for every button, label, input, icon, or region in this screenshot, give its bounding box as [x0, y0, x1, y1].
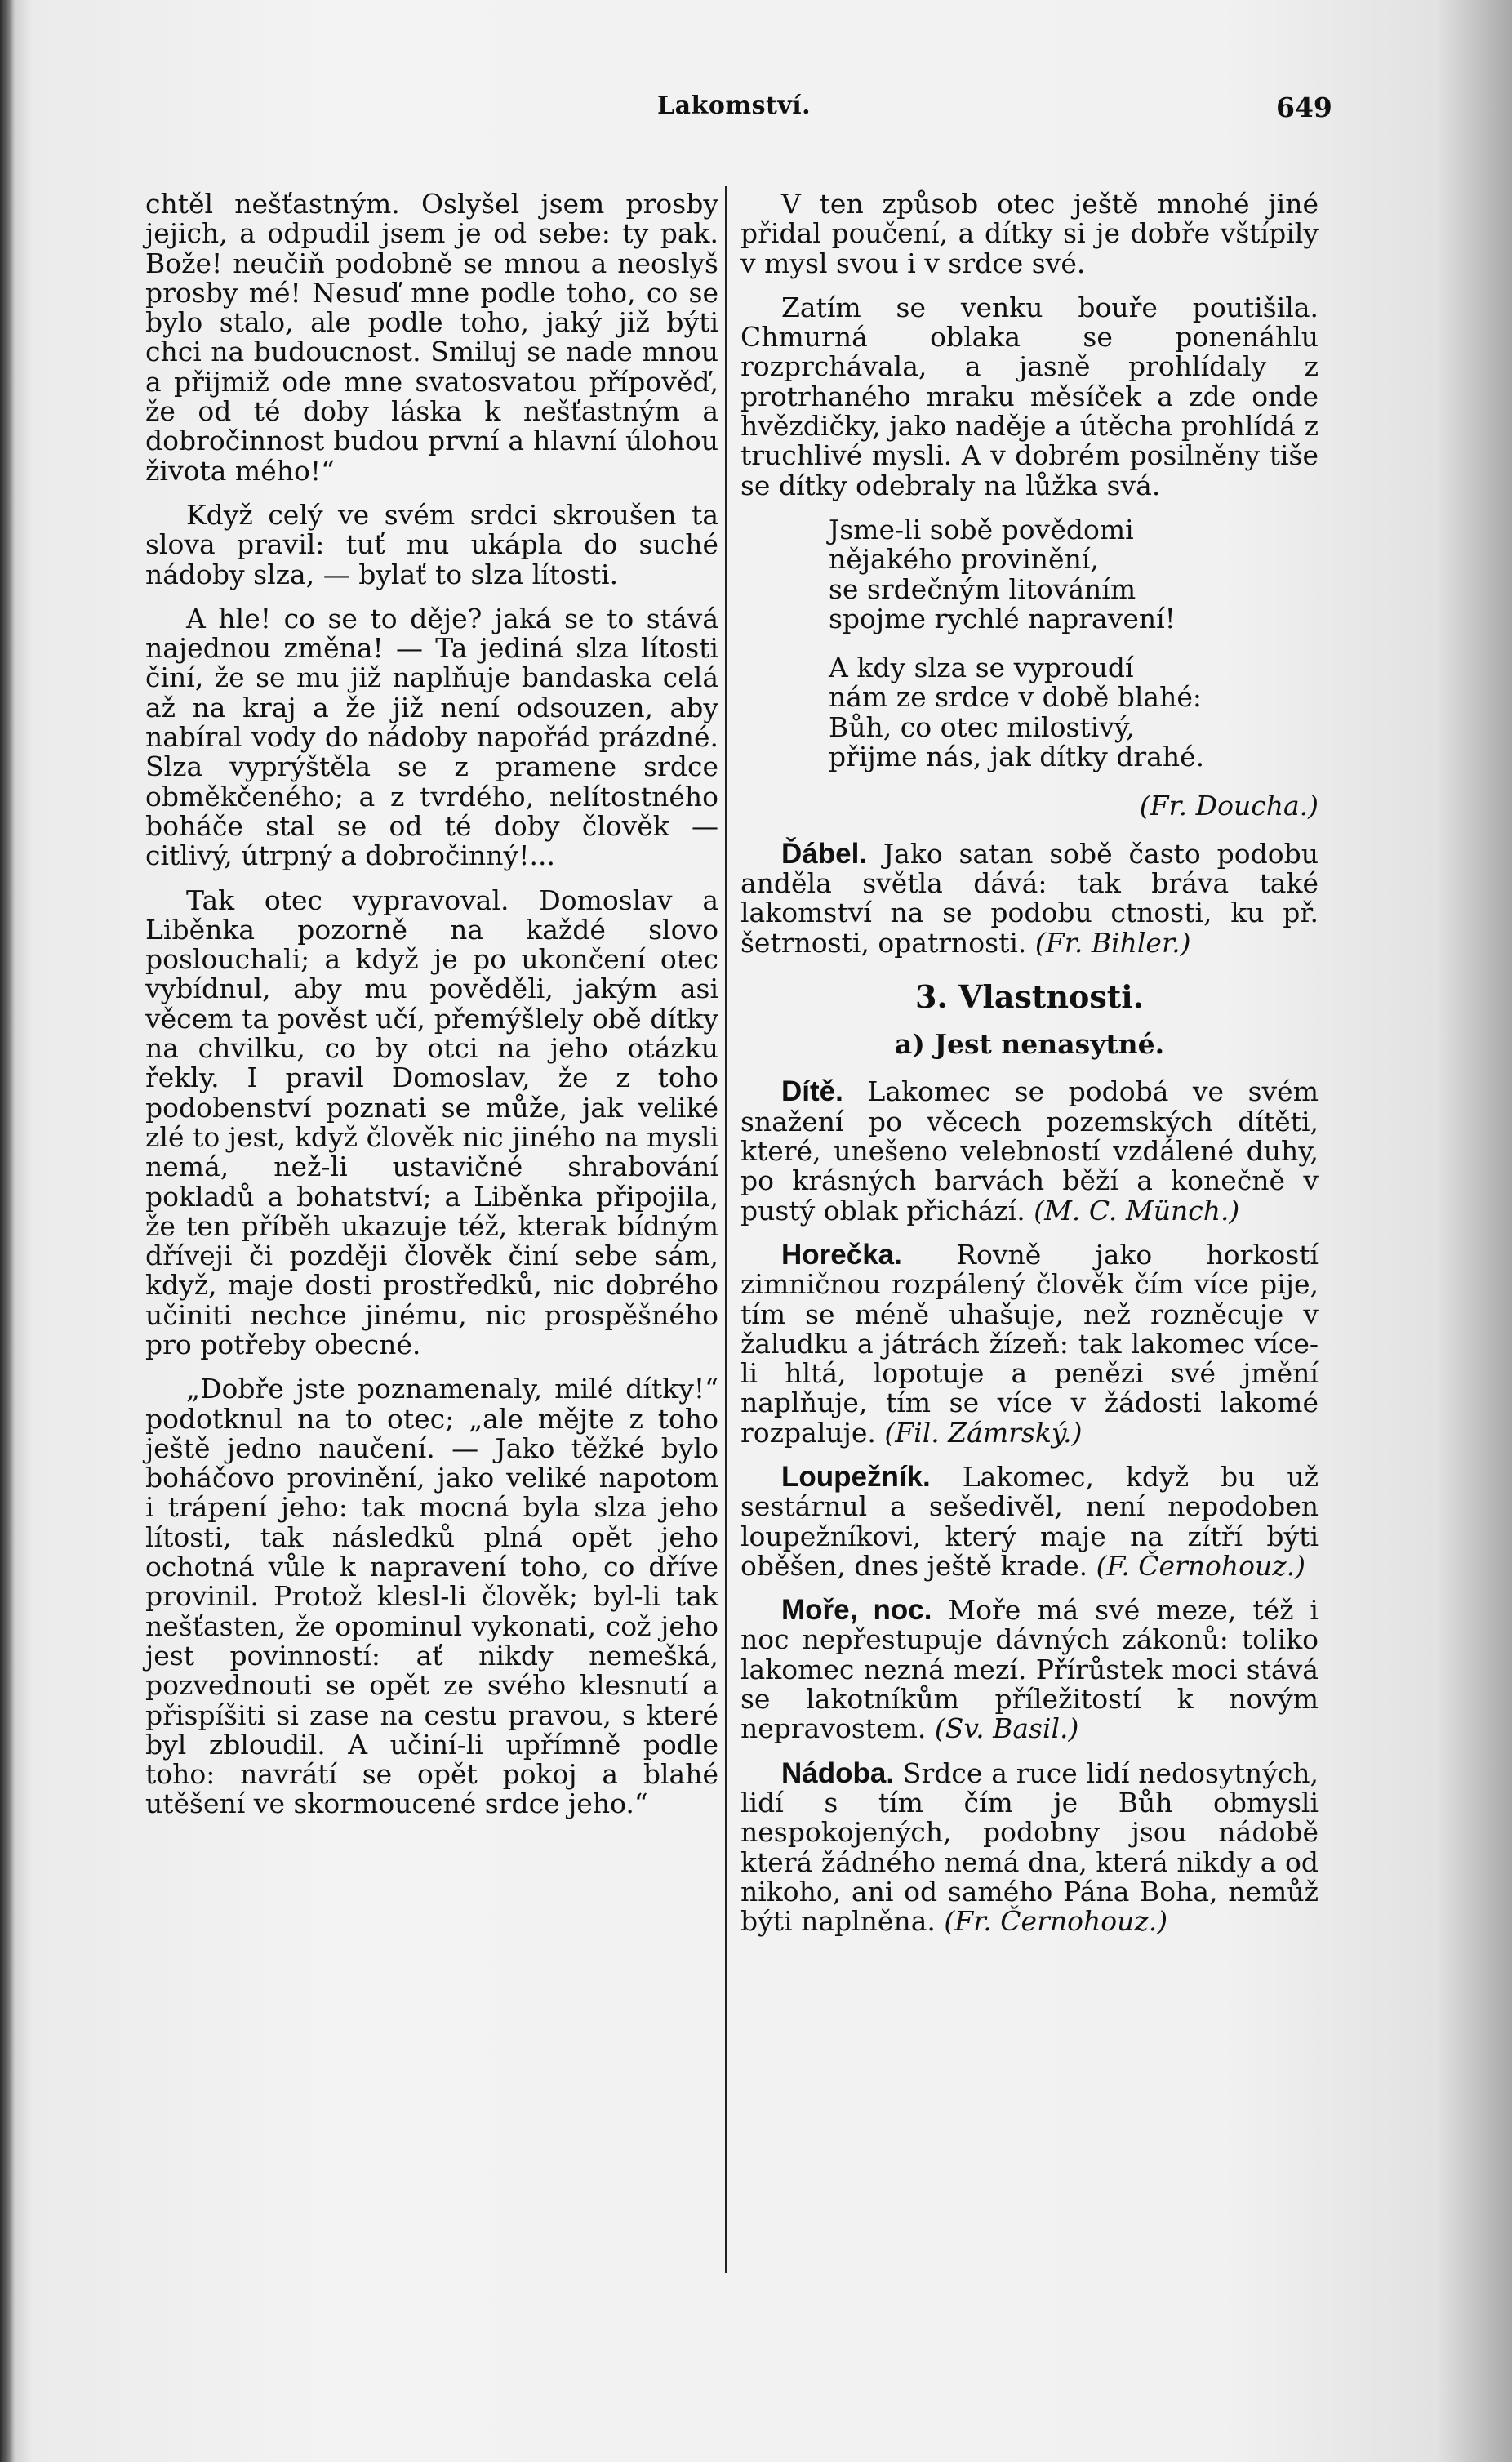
entry-text: Lakomec, když bu už sestárnul a sešedivěl, není nepodoben loupežníkovi, který maje na zítří býti oběšen, dnes ještě krade. [740, 1460, 1319, 1582]
poem-line: nějakého provinění, [829, 543, 1099, 576]
entry-text: Srdce a ruce lidí nedosytných, lidí s tím čím je Bůh obmysli nespokojených, podobny jsou nádobě která žádného nemá dna, která nikdy a od nikoho, ani od samého Pána Boha, nemůž býti naplněna. [740, 1756, 1319, 1938]
paragraph: Když celý ve svém srdci skroušen ta slova pravil: tuť mu ukápla do suché nádoby slza, — bylať to slza lítosti. [145, 498, 718, 590]
poem-author: (Fr. Doucha.) [1139, 790, 1319, 822]
entry-keyword: Ďábel. [781, 837, 868, 870]
entry-horecka [740, 1240, 1319, 1448]
poem-line: Bůh, co otec milostivý, [829, 710, 1135, 743]
entry-keyword: Dítě. [781, 1075, 843, 1108]
entry-nadoba [740, 1756, 1319, 1938]
entry-source: (M. C. Münch.) [1034, 1194, 1240, 1227]
column-divider [725, 186, 727, 2273]
entry-keyword: Horečka. [781, 1238, 902, 1271]
right-column [740, 189, 1319, 1951]
entry-text: Jako satan sobě často podobu anděla světla dává: tak bráva také lakomství na se podobu ctnosti, ku př. šetrnosti, opatrnosti. [740, 837, 1319, 959]
poem-stanza [829, 515, 1319, 634]
poem-stanza [829, 653, 1319, 772]
entry-source: (Sv. Basil.) [934, 1712, 1079, 1745]
entry-dite [740, 1077, 1319, 1225]
poem-line: přijme nás, jak dítky drahé. [829, 741, 1205, 773]
page-number: 649 [1276, 91, 1332, 123]
entry-loupeznik [740, 1460, 1319, 1582]
entry-source: (Fil. Zámrský.) [884, 1416, 1083, 1449]
paragraph: „Dobře jste poznamenaly, milé dítky!“ podotknul na to otec; „ale mějte z toho ještě jedno naučení. — Jako těžké bylo boháčovo provinění, jako veliké napotom i trápení jeho: tak mocná byla slza jeho lítosti, tak následků plná opět jeho ochotná vůle k napravení toho, co dříve provinil. Protož klesl-li člověk; byl-li tak nešťasten, že opominul vykonati, což jeho jest povinností: ať nikdy nemešká, pozvednouti se opět ze svého klesnutí a přispíšiti si zase na cestu pravou, s které byl zbloudil. A učiní-li upřímně podle toho: navrátí se opět pokoj a blahé utěšení ve skormoucené srdce jeho.“ [145, 1373, 718, 1820]
entry-keyword: Moře, noc. [781, 1594, 932, 1627]
entry-source: (Fr. Bihler.) [1034, 926, 1191, 959]
section-title: 3. Vlastnosti. [915, 977, 1144, 1015]
paragraph: A hle! co se to děje? jaká se to stává najednou změna! — Ta jediná slza lítosti činí, že se mu již naplňuje bandaska celá až na kraj a že již není odsouzen, aby nabíral vody do nádoby napořád prázdné. Slza vyprýštěla se z pramene srdce obměkčeného; a z tvrdého, nelítostného boháče stal se od té doby člověk — citlivý, útrpný a dobročinný!... [145, 602, 718, 872]
poem [829, 515, 1319, 821]
book-spine-shadow [0, 0, 15, 2462]
running-head [0, 91, 1512, 140]
poem-line: nám ze srdce v době blahé: [829, 681, 1202, 714]
running-title: Lakomství. [657, 91, 812, 120]
entry-keyword: Loupežník. [781, 1460, 931, 1493]
entry-keyword: Nádoba. [781, 1756, 895, 1789]
entry-source: (F. Černohouz.) [1096, 1549, 1306, 1582]
paragraph: V ten způsob otec ještě mnohé jiné přidal poučení, a dítky si je dobře vštípily v mysl svou i v srdce své. [740, 188, 1319, 279]
entry-source: (Fr. Černohouz.) [944, 1905, 1168, 1938]
poem-line: spojme rychlé napravení! [829, 602, 1176, 634]
poem-line: se srdečným litováním [829, 572, 1136, 605]
entry-more [740, 1596, 1319, 1743]
paragraph: Zatím se venku bouře poutišila. Chmurná oblaka se ponenáhlu rozprchávala, a jasně prohlídaly z protrhaného mraku měsíček a zde onde hvězdičky, jako naděje a útěcha prohlídá z truchlivé mysli. A v dobrém posilněny tiše se dítky odebraly na lůžka svá. [740, 291, 1319, 501]
paragraph: Tak otec vypravoval. Domoslav a Liběnka pozorně na každé slovo poslouchali; a když je po ukončení otec vybídnul, aby mu pověděli, jakým asi věcem ta pověst učí, přemýšlely obě dítky na chvilku, co by otci na jeho otázku řekly. I pravil Domoslav, že z toho podobenství poznati se může, jak veliké zlé to jest, když člověk nic jiného na mysli nemá, než-li ustavičné shrabování pokladů a bohatství; a Liběnka připojila, že ten příběh ukazuje též, kterak bídným dříveji či později člověk činí sebe sám, když, maje dosti prostředků, nic dobrého učiniti nechce jinému, nic prospěšného pro potřeby obecné. [145, 884, 718, 1360]
entry-text: Moře má své meze, též i noc nepřestupuje dávných zákonů: toliko lakomec nezná mezí. Přírůstek moci stává se lakotníkům příležitostí k novým nepravostem. [740, 1594, 1319, 1745]
subsection-title: a) Jest nenasytné. [894, 1028, 1165, 1061]
poem-line: Jsme-li sobě povědomi [829, 513, 1134, 545]
poem-line: A kdy slza se vyproudí [829, 652, 1134, 684]
entry-text: Lakomec se podobá ve svém snažení po věcech pozemských dítěti, které, unešeno velebností vzdálené duhy, po krásných barvách běží a konečně v pustý oblak přichází. [740, 1075, 1319, 1227]
entry-dabel [740, 839, 1319, 958]
entry-text: Rovně jako horkostí zimničnou rozpálený člověk čím více pije, tím se méně uhašuje, než rozněcuje v žaludku a játrách žízeň: tak lakomec více-li hltá, lopotuje a penězi své jmění naplňuje, tím se více v žádosti lakomé rozpaluje. [740, 1238, 1319, 1449]
left-column [145, 189, 718, 1834]
paragraph: chtěl nešťastným. Oslyšel jsem prosby jejich, a odpudil jsem je od sebe: ty pak. Bože! neučiň podobně se mnou a neoslyš prosby mé! Nesuď mne podle toho, co se bylo stalo, ale podle toho, jaký již býti chci na budoucnost. Smiluj se nade mnou a přijmiž ode mne svatosvatou přípověď, že od té doby láska k nešťastným a dobročinnost budou první a hlavní úlohou života mého!“ [145, 188, 718, 487]
